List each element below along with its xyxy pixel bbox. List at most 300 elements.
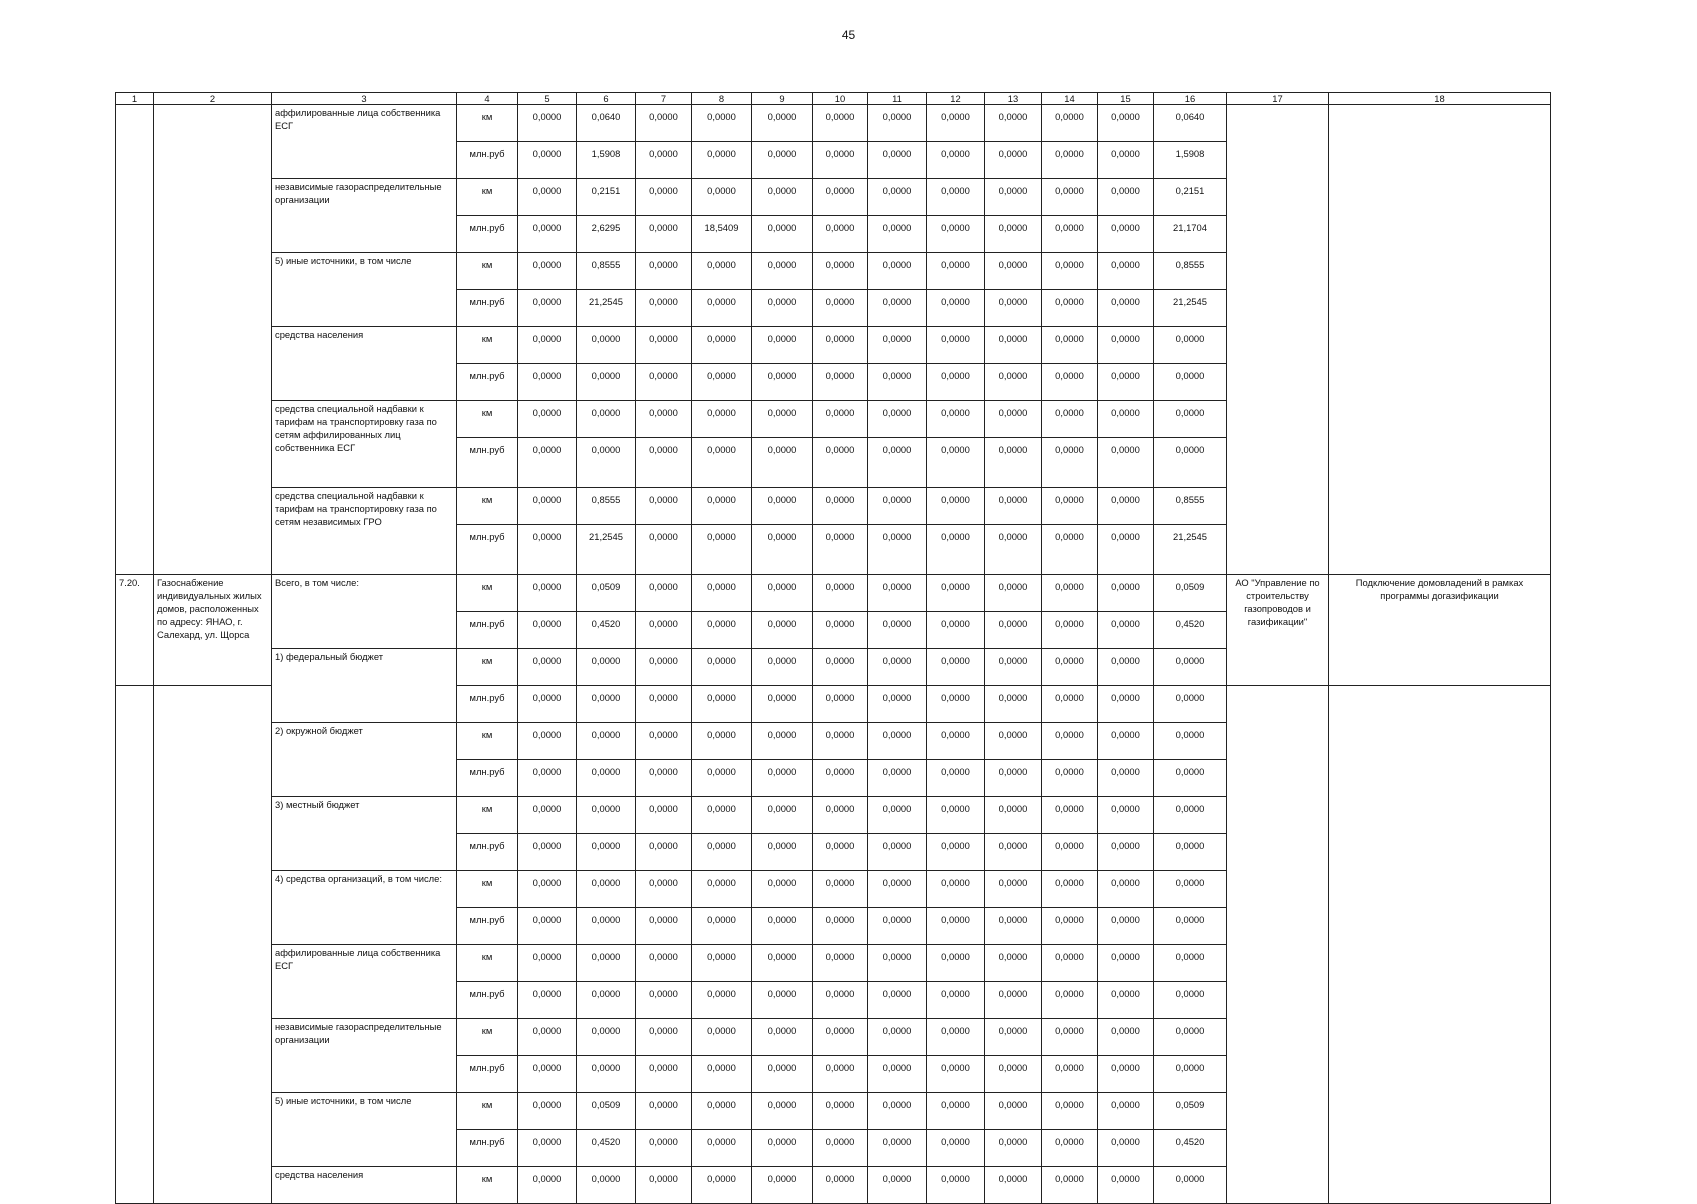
- value-cell: 0,0000: [752, 401, 813, 438]
- value-cell: 0,0000: [927, 364, 985, 401]
- value-cell: 0,0000: [813, 142, 868, 179]
- value-cell: 0,0000: [927, 216, 985, 253]
- unit: млн.руб: [457, 364, 518, 401]
- value-cell: 0,0000: [692, 401, 752, 438]
- table-body: [116, 93, 1551, 1204]
- value-cell: 0,0000: [1098, 401, 1154, 438]
- funding-source: 1) федеральный бюджет: [272, 649, 457, 723]
- value-cell: 0,0000: [868, 216, 927, 253]
- value-cell: 0,0000: [1042, 179, 1098, 216]
- value-cell: 0,0000: [752, 908, 813, 945]
- value-cell: 0,0000: [577, 871, 636, 908]
- value-cell: 0,0000: [692, 1093, 752, 1130]
- value-cell: 0,0000: [985, 364, 1042, 401]
- value-cell: 0,0000: [636, 142, 692, 179]
- funding-source: 3) местный бюджет: [272, 797, 457, 871]
- value-cell: 0,0000: [577, 438, 636, 488]
- value-cell: 21,2545: [577, 525, 636, 575]
- value-cell: 0,0000: [1042, 871, 1098, 908]
- value-cell: 0,0000: [1154, 686, 1227, 723]
- unit: км: [457, 797, 518, 834]
- value-cell: 0,0000: [1042, 575, 1098, 612]
- value-cell: 0,0000: [577, 649, 636, 686]
- item-number: [116, 105, 154, 575]
- value-cell: 0,0000: [692, 1019, 752, 1056]
- funding-source: средства специальной надбавки к тарифам на транспортировку газа по сетям независимых ГРО: [272, 488, 457, 575]
- value-cell: 0,0000: [518, 327, 577, 364]
- value-cell: 0,0000: [985, 253, 1042, 290]
- value-cell: 0,8555: [577, 253, 636, 290]
- value-cell: 0,0000: [813, 216, 868, 253]
- value-cell: 0,0000: [927, 612, 985, 649]
- column-number: 5: [518, 93, 577, 105]
- value-cell: 0,0000: [868, 686, 927, 723]
- value-cell: 0,0000: [1042, 1019, 1098, 1056]
- value-cell: 0,0000: [518, 525, 577, 575]
- value-cell: 0,0000: [985, 179, 1042, 216]
- value-cell: 0,0000: [1154, 723, 1227, 760]
- value-cell: 0,0000: [692, 760, 752, 797]
- value-cell: 0,0000: [927, 871, 985, 908]
- value-cell: 0,0000: [692, 253, 752, 290]
- unit: км: [457, 575, 518, 612]
- value-cell: 0,0000: [927, 179, 985, 216]
- value-cell: 0,0000: [518, 760, 577, 797]
- value-cell: 0,0000: [636, 1093, 692, 1130]
- value-cell: 0,0000: [636, 1056, 692, 1093]
- value-cell: 0,0000: [985, 649, 1042, 686]
- value-cell: 0,0000: [1098, 488, 1154, 525]
- value-cell: 0,0000: [813, 1056, 868, 1093]
- value-cell: 0,0000: [813, 723, 868, 760]
- value-cell: 0,0000: [927, 686, 985, 723]
- value-cell: 0,0000: [518, 142, 577, 179]
- value-cell: 0,0000: [692, 525, 752, 575]
- value-cell: 0,0000: [692, 142, 752, 179]
- value-cell: 0,0000: [985, 216, 1042, 253]
- value-cell: 0,0000: [636, 105, 692, 142]
- value-cell: 0,0000: [927, 105, 985, 142]
- value-cell: 0,0000: [518, 575, 577, 612]
- value-cell: 0,0000: [985, 525, 1042, 575]
- value-cell: 0,0000: [1042, 1130, 1098, 1167]
- unit: млн.руб: [457, 142, 518, 179]
- value-cell: 0,0000: [927, 945, 985, 982]
- value-cell: 0,0000: [1042, 760, 1098, 797]
- unit: км: [457, 488, 518, 525]
- value-cell: 0,0000: [813, 1167, 868, 1204]
- value-cell: 0,0000: [518, 908, 577, 945]
- value-cell: 0,0000: [868, 253, 927, 290]
- value-cell: 0,0000: [813, 179, 868, 216]
- column-number: 3: [272, 93, 457, 105]
- value-cell: 0,0000: [868, 871, 927, 908]
- value-cell: 0,0000: [813, 401, 868, 438]
- value-cell: 0,0000: [636, 871, 692, 908]
- funding-source: 2) окружной бюджет: [272, 723, 457, 797]
- value-cell: 0,0000: [1042, 945, 1098, 982]
- value-cell: 0,0000: [1042, 401, 1098, 438]
- value-cell: 0,0000: [985, 142, 1042, 179]
- value-cell: 0,0000: [1042, 105, 1098, 142]
- value-cell: 0,0000: [985, 1130, 1042, 1167]
- value-cell: 0,0000: [692, 834, 752, 871]
- value-cell: 0,0000: [1098, 364, 1154, 401]
- funding-source: средства специальной надбавки к тарифам на транспортировку газа по сетям аффилированных лиц собственника ЕСГ: [272, 401, 457, 488]
- value-cell: 0,0000: [868, 290, 927, 327]
- value-cell: 0,0000: [985, 1056, 1042, 1093]
- project-name: [154, 686, 272, 1204]
- value-cell: 0,0000: [1098, 142, 1154, 179]
- value-cell: 0,0000: [927, 1130, 985, 1167]
- value-cell: 0,0000: [813, 797, 868, 834]
- unit: км: [457, 945, 518, 982]
- value-cell: 0,0000: [577, 908, 636, 945]
- value-cell: 0,0000: [518, 686, 577, 723]
- value-cell: 0,0000: [577, 327, 636, 364]
- value-cell: 0,0000: [752, 834, 813, 871]
- value-cell: 0,0000: [692, 908, 752, 945]
- project-purpose: [1329, 686, 1551, 1204]
- value-cell: 0,0000: [813, 290, 868, 327]
- value-cell: 0,0000: [518, 723, 577, 760]
- project-purpose: [1329, 105, 1551, 575]
- value-cell: 0,0000: [868, 1167, 927, 1204]
- value-cell: 0,4520: [1154, 1130, 1227, 1167]
- value-cell: 0,0000: [927, 834, 985, 871]
- value-cell: 0,0000: [1098, 1019, 1154, 1056]
- value-cell: 0,0000: [868, 649, 927, 686]
- value-cell: 0,0000: [868, 612, 927, 649]
- value-cell: 0,0000: [518, 871, 577, 908]
- value-cell: 0,0000: [813, 686, 868, 723]
- value-cell: 0,0000: [927, 253, 985, 290]
- column-number: 15: [1098, 93, 1154, 105]
- value-cell: 0,0000: [868, 525, 927, 575]
- value-cell: 0,0000: [868, 1093, 927, 1130]
- value-cell: 0,0000: [692, 649, 752, 686]
- value-cell: 0,4520: [577, 612, 636, 649]
- value-cell: 0,0000: [1098, 686, 1154, 723]
- value-cell: 0,2151: [1154, 179, 1227, 216]
- value-cell: 0,0000: [868, 488, 927, 525]
- value-cell: 0,0000: [985, 686, 1042, 723]
- unit: км: [457, 1019, 518, 1056]
- value-cell: 0,0000: [1098, 1056, 1154, 1093]
- value-cell: 0,0000: [636, 649, 692, 686]
- value-cell: 0,0000: [518, 438, 577, 488]
- unit: км: [457, 649, 518, 686]
- value-cell: 0,0000: [985, 908, 1042, 945]
- value-cell: 0,0000: [692, 488, 752, 525]
- value-cell: 0,0000: [636, 1130, 692, 1167]
- unit: млн.руб: [457, 760, 518, 797]
- value-cell: 0,4520: [577, 1130, 636, 1167]
- project-name: Газоснабжение индивидуальных жилых домов, расположенных по адресу: ЯНАО, г. Салехард, ул. Щорса: [154, 575, 272, 686]
- unit: км: [457, 105, 518, 142]
- value-cell: 0,0000: [752, 253, 813, 290]
- value-cell: 0,0000: [636, 908, 692, 945]
- value-cell: 0,0000: [636, 982, 692, 1019]
- value-cell: 0,0000: [692, 179, 752, 216]
- value-cell: 0,0000: [636, 525, 692, 575]
- value-cell: 0,0000: [752, 105, 813, 142]
- value-cell: 0,0000: [868, 834, 927, 871]
- value-cell: 0,0000: [518, 179, 577, 216]
- value-cell: 0,0000: [636, 327, 692, 364]
- funding-source: Всего, в том числе:: [272, 575, 457, 649]
- value-cell: 0,0000: [692, 105, 752, 142]
- value-cell: 0,0000: [692, 290, 752, 327]
- value-cell: 0,0000: [985, 290, 1042, 327]
- value-cell: 0,0000: [518, 216, 577, 253]
- value-cell: 0,0000: [577, 686, 636, 723]
- value-cell: 0,0000: [752, 649, 813, 686]
- table-row: [116, 575, 1551, 612]
- value-cell: 0,0509: [577, 1093, 636, 1130]
- value-cell: 0,0000: [927, 982, 985, 1019]
- value-cell: 0,0000: [752, 327, 813, 364]
- value-cell: 0,0000: [636, 1019, 692, 1056]
- value-cell: 0,0000: [813, 908, 868, 945]
- value-cell: 0,0000: [636, 834, 692, 871]
- value-cell: 0,0000: [1154, 1167, 1227, 1204]
- column-number: 4: [457, 93, 518, 105]
- value-cell: 0,0000: [813, 525, 868, 575]
- value-cell: 0,0000: [692, 612, 752, 649]
- value-cell: 0,0000: [636, 179, 692, 216]
- value-cell: 0,0000: [985, 1167, 1042, 1204]
- value-cell: 0,0000: [868, 438, 927, 488]
- value-cell: 0,0000: [577, 723, 636, 760]
- value-cell: 0,0000: [927, 723, 985, 760]
- value-cell: 0,0000: [1154, 438, 1227, 488]
- value-cell: 0,0000: [985, 834, 1042, 871]
- value-cell: 0,0000: [868, 105, 927, 142]
- value-cell: 0,0000: [813, 834, 868, 871]
- value-cell: 0,0000: [518, 1167, 577, 1204]
- value-cell: 0,0000: [868, 760, 927, 797]
- value-cell: 0,0000: [518, 612, 577, 649]
- funding-source: независимые газораспределительные организации: [272, 1019, 457, 1093]
- responsible-organization: [1227, 105, 1329, 575]
- value-cell: 0,0000: [752, 290, 813, 327]
- unit: км: [457, 327, 518, 364]
- value-cell: 0,0000: [752, 760, 813, 797]
- value-cell: 0,0000: [813, 612, 868, 649]
- value-cell: 0,0000: [1154, 908, 1227, 945]
- value-cell: 0,0000: [1154, 760, 1227, 797]
- value-cell: 0,0000: [1042, 290, 1098, 327]
- column-number: 7: [636, 93, 692, 105]
- value-cell: 0,0000: [927, 1056, 985, 1093]
- value-cell: 0,0000: [577, 1019, 636, 1056]
- value-cell: 0,0000: [518, 105, 577, 142]
- value-cell: 0,0000: [636, 945, 692, 982]
- value-cell: 0,0000: [1154, 649, 1227, 686]
- value-cell: 0,0000: [1098, 1167, 1154, 1204]
- value-cell: 0,0000: [518, 1056, 577, 1093]
- value-cell: 0,0000: [636, 401, 692, 438]
- value-cell: 0,0000: [692, 797, 752, 834]
- value-cell: 0,0000: [636, 686, 692, 723]
- value-cell: 0,0000: [1098, 945, 1154, 982]
- value-cell: 0,0000: [1042, 525, 1098, 575]
- value-cell: 0,0000: [1042, 327, 1098, 364]
- value-cell: 0,0000: [927, 488, 985, 525]
- value-cell: 0,0000: [1042, 488, 1098, 525]
- value-cell: 0,0000: [752, 438, 813, 488]
- funding-source: аффилированные лица собственника ЕСГ: [272, 105, 457, 179]
- value-cell: 0,0000: [1098, 908, 1154, 945]
- value-cell: 0,0000: [692, 1056, 752, 1093]
- unit: км: [457, 723, 518, 760]
- value-cell: 0,0000: [692, 982, 752, 1019]
- value-cell: 0,0000: [1098, 290, 1154, 327]
- value-cell: 0,0000: [813, 760, 868, 797]
- value-cell: 0,0000: [985, 401, 1042, 438]
- value-cell: 0,0000: [752, 1130, 813, 1167]
- column-number: 16: [1154, 93, 1227, 105]
- responsible-organization: АО "Управление по строительству газопроводов и газификации": [1227, 575, 1329, 686]
- header-row: [116, 93, 1551, 105]
- value-cell: 0,0000: [985, 945, 1042, 982]
- value-cell: 0,0000: [868, 1019, 927, 1056]
- value-cell: 1,5908: [577, 142, 636, 179]
- value-cell: 0,0509: [1154, 575, 1227, 612]
- value-cell: 0,0000: [868, 575, 927, 612]
- value-cell: 0,0000: [577, 945, 636, 982]
- value-cell: 0,0000: [577, 1167, 636, 1204]
- value-cell: 0,0000: [518, 649, 577, 686]
- value-cell: 0,0000: [927, 797, 985, 834]
- table-row: [116, 105, 1551, 142]
- value-cell: 0,0000: [985, 105, 1042, 142]
- value-cell: 0,0000: [752, 525, 813, 575]
- column-number: 6: [577, 93, 636, 105]
- value-cell: 0,0000: [927, 760, 985, 797]
- value-cell: 0,0000: [752, 1056, 813, 1093]
- value-cell: 0,0000: [518, 290, 577, 327]
- value-cell: 0,0000: [636, 612, 692, 649]
- value-cell: 0,0000: [1154, 945, 1227, 982]
- value-cell: 0,0000: [518, 1019, 577, 1056]
- value-cell: 0,0000: [692, 438, 752, 488]
- unit: млн.руб: [457, 612, 518, 649]
- value-cell: 0,0000: [813, 1019, 868, 1056]
- responsible-organization: [1227, 686, 1329, 1204]
- value-cell: 0,0000: [518, 401, 577, 438]
- value-cell: 0,0000: [692, 327, 752, 364]
- value-cell: 0,0000: [1154, 1056, 1227, 1093]
- value-cell: 0,0000: [868, 797, 927, 834]
- value-cell: 0,0000: [518, 1093, 577, 1130]
- value-cell: 0,0000: [692, 575, 752, 612]
- unit: млн.руб: [457, 290, 518, 327]
- value-cell: 0,0000: [813, 327, 868, 364]
- value-cell: 0,0000: [868, 1130, 927, 1167]
- unit: млн.руб: [457, 438, 518, 488]
- value-cell: 21,2545: [1154, 290, 1227, 327]
- value-cell: 0,0000: [518, 834, 577, 871]
- value-cell: 0,0000: [813, 575, 868, 612]
- funding-source: 4) средства организаций, в том числе:: [272, 871, 457, 945]
- unit: млн.руб: [457, 982, 518, 1019]
- item-number: [116, 686, 154, 1204]
- value-cell: 0,0000: [868, 945, 927, 982]
- value-cell: 0,0000: [518, 1130, 577, 1167]
- value-cell: 0,0000: [927, 1167, 985, 1204]
- unit: млн.руб: [457, 686, 518, 723]
- value-cell: 0,0000: [1098, 723, 1154, 760]
- value-cell: 0,0000: [813, 488, 868, 525]
- value-cell: 0,0000: [636, 723, 692, 760]
- value-cell: 0,0000: [1098, 216, 1154, 253]
- unit: км: [457, 1093, 518, 1130]
- value-cell: 0,0000: [1098, 179, 1154, 216]
- column-number: 9: [752, 93, 813, 105]
- value-cell: 0,0000: [636, 253, 692, 290]
- value-cell: 0,0000: [1098, 612, 1154, 649]
- value-cell: 0,0000: [1098, 871, 1154, 908]
- value-cell: 21,2545: [1154, 525, 1227, 575]
- value-cell: 0,0000: [692, 1167, 752, 1204]
- value-cell: 0,0000: [927, 1019, 985, 1056]
- value-cell: 0,0000: [518, 982, 577, 1019]
- value-cell: 0,0000: [1098, 760, 1154, 797]
- value-cell: 0,0000: [1098, 982, 1154, 1019]
- value-cell: 0,0000: [692, 1130, 752, 1167]
- value-cell: 0,8555: [1154, 488, 1227, 525]
- value-cell: 0,0000: [985, 575, 1042, 612]
- value-cell: 0,0000: [813, 364, 868, 401]
- column-number: 13: [985, 93, 1042, 105]
- unit: км: [457, 871, 518, 908]
- unit: млн.руб: [457, 834, 518, 871]
- value-cell: 0,0000: [636, 488, 692, 525]
- value-cell: 0,0000: [985, 760, 1042, 797]
- value-cell: 0,0000: [1098, 327, 1154, 364]
- value-cell: 0,0000: [1042, 438, 1098, 488]
- value-cell: 0,0000: [985, 438, 1042, 488]
- value-cell: 0,0000: [752, 1019, 813, 1056]
- value-cell: 0,0000: [636, 290, 692, 327]
- value-cell: 0,0000: [577, 401, 636, 438]
- project-purpose: Подключение домовладений в рамках программы догазификации: [1329, 575, 1551, 686]
- value-cell: 0,0000: [1154, 364, 1227, 401]
- value-cell: 0,0000: [1042, 1056, 1098, 1093]
- value-cell: 0,0000: [927, 908, 985, 945]
- column-number: 18: [1329, 93, 1551, 105]
- value-cell: 0,0000: [868, 982, 927, 1019]
- value-cell: 0,0000: [1042, 1093, 1098, 1130]
- value-cell: 0,0000: [813, 871, 868, 908]
- value-cell: 0,0000: [1042, 1167, 1098, 1204]
- column-number: 14: [1042, 93, 1098, 105]
- value-cell: 0,0000: [752, 945, 813, 982]
- value-cell: 0,0000: [927, 1093, 985, 1130]
- value-cell: 0,0000: [1098, 797, 1154, 834]
- value-cell: 0,0000: [813, 438, 868, 488]
- value-cell: 0,0000: [868, 179, 927, 216]
- value-cell: 0,0000: [636, 575, 692, 612]
- value-cell: 0,0000: [1042, 686, 1098, 723]
- value-cell: 0,0000: [1042, 908, 1098, 945]
- value-cell: 0,0000: [1154, 871, 1227, 908]
- value-cell: 0,0000: [752, 871, 813, 908]
- value-cell: 0,0000: [985, 327, 1042, 364]
- value-cell: 0,0000: [868, 364, 927, 401]
